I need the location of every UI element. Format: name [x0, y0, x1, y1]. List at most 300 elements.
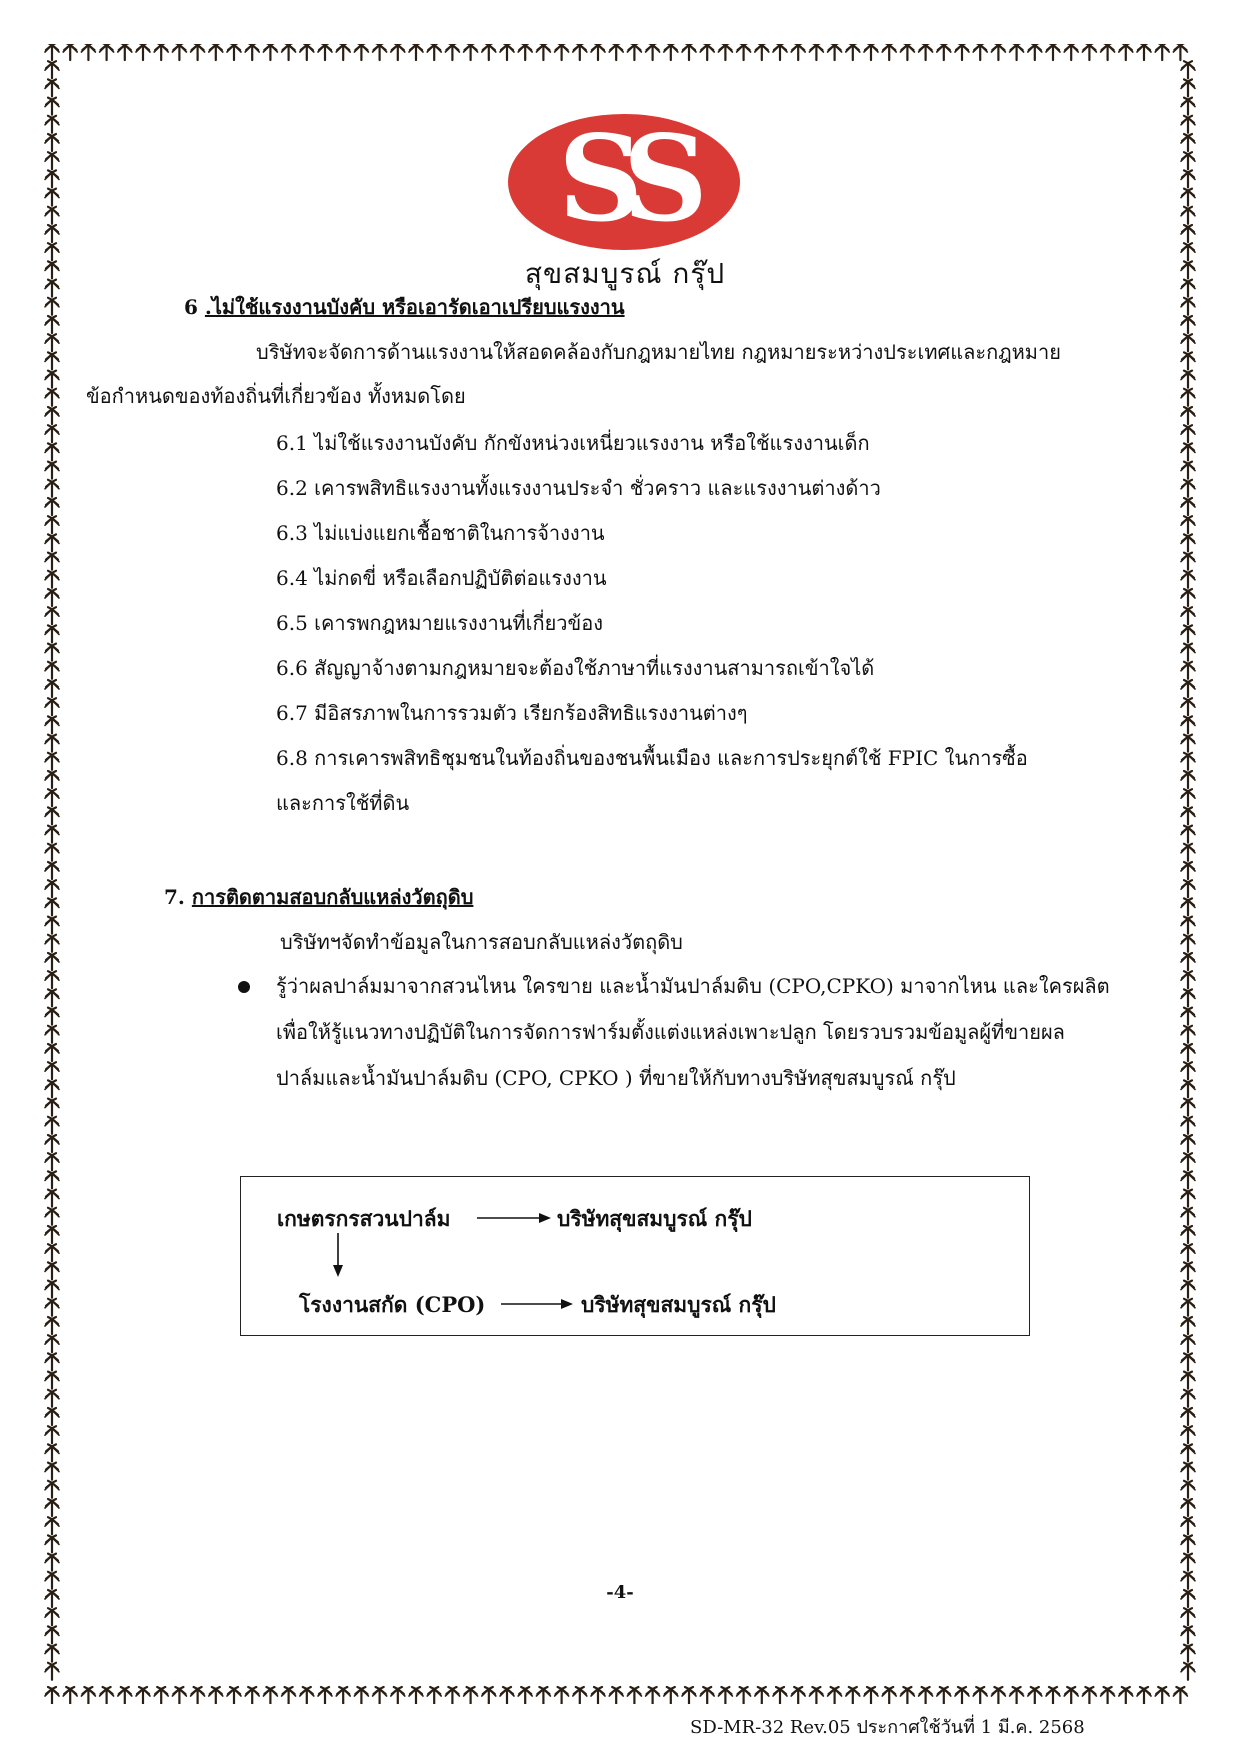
palm-tree-icon: [1181, 443, 1195, 460]
palm-tree-icon: [45, 1044, 59, 1061]
palm-tree-icon: [45, 516, 59, 533]
bullet-line2: เพื่อให้รู้แนวทางปฏิบัติในการจัดการฟาร์มตั้งแต่งแหล่งเพาะปลูก โดยรวบรวมข้อมูลผู้ที่ขายผล: [276, 1020, 1065, 1044]
palm-tree-icon: [555, 44, 569, 60]
palm-tree-icon: [864, 44, 878, 60]
palm-tree-icon: [1181, 753, 1195, 770]
palm-tree-icon: [45, 1535, 59, 1552]
palm-tree-icon: [773, 1687, 787, 1704]
palm-tree-icon: [1181, 1408, 1195, 1425]
palm-tree-icon: [445, 44, 459, 60]
palm-tree-icon: [500, 44, 514, 60]
palm-tree-icon: [318, 44, 332, 60]
palm-tree-icon: [45, 1080, 59, 1097]
palm-tree-icon: [1181, 953, 1195, 970]
palm-tree-icon: [1010, 44, 1024, 60]
palm-tree-icon: [828, 44, 842, 60]
palm-tree-icon: [45, 1244, 59, 1261]
palm-tree-icon: [45, 1153, 59, 1170]
palm-tree-icon: [591, 44, 605, 60]
palm-tree-icon: [1181, 644, 1195, 661]
palm-tree-icon: [682, 44, 696, 60]
section6-number: 6: [184, 295, 198, 319]
list-item-6-4: 6.4 ไม่กดขี่ หรือเลือกปฏิบัติต่อแรงงาน: [276, 566, 607, 590]
palm-tree-icon: [45, 880, 59, 897]
palm-tree-icon: [737, 44, 751, 60]
palm-tree-icon: [1181, 1335, 1195, 1352]
brand-name: สุขสมบูรณ์ กรุ๊ป: [524, 257, 726, 290]
palm-tree-icon: [318, 1687, 332, 1704]
palm-tree-icon: [1181, 880, 1195, 897]
palm-tree-icon: [45, 1626, 59, 1643]
palm-tree-icon: [118, 44, 132, 60]
palm-tree-icon: [45, 644, 59, 661]
palm-tree-icon: [1181, 680, 1195, 697]
palm-tree-icon: [573, 44, 587, 60]
palm-tree-icon: [45, 553, 59, 570]
palm-tree-icon: [45, 1190, 59, 1207]
palm-tree-icon: [1181, 1444, 1195, 1461]
palm-tree-icon: [973, 44, 987, 60]
palm-tree-icon: [45, 280, 59, 297]
palm-tree-icon: [1181, 425, 1195, 442]
palm-tree-icon: [1181, 1062, 1195, 1079]
flow-mill-label: โรงงานสกัด (CPO): [299, 1292, 486, 1317]
palm-tree-icon: [1181, 1463, 1195, 1480]
palm-tree-icon: [1181, 1080, 1195, 1097]
palm-tree-icon: [1082, 1687, 1096, 1704]
palm-tree-icon: [1181, 116, 1195, 133]
palm-tree-icon: [191, 44, 205, 60]
palm-tree-icon: [45, 680, 59, 697]
palm-tree-icon: [227, 1687, 241, 1704]
palm-tree-icon: [45, 1262, 59, 1279]
flow-company-label-2: บริษัทสุขสมบูรณ์ กรุ๊ป: [581, 1292, 776, 1317]
arrow-down-icon: [333, 1233, 343, 1277]
palm-tree-icon: [45, 152, 59, 169]
palm-tree-icon: [1028, 44, 1042, 60]
palm-tree-icon: [45, 1299, 59, 1316]
palm-tree-icon: [627, 1687, 641, 1704]
palm-tree-icon: [1181, 243, 1195, 260]
palm-tree-icon: [45, 116, 59, 133]
palm-tree-icon: [1181, 935, 1195, 952]
section7-title: การติดตามสอบกลับแหล่งวัตถุดิบ: [191, 885, 474, 909]
palm-tree-icon: [354, 1687, 368, 1704]
palm-tree-icon: [391, 1687, 405, 1704]
palm-tree-icon: [1155, 44, 1169, 60]
palm-tree-icon: [45, 789, 59, 806]
palm-tree-icon: [1181, 589, 1195, 606]
palm-tree-icon: [1046, 44, 1060, 60]
palm-tree-icon: [45, 443, 59, 460]
palm-tree-icon: [1181, 1099, 1195, 1116]
palm-tree-icon: [45, 1444, 59, 1461]
palm-tree-icon: [1181, 1171, 1195, 1188]
palm-tree-icon: [718, 44, 732, 60]
palm-tree-icon: [1046, 1687, 1060, 1704]
palm-tree-icon: [300, 1687, 314, 1704]
palm-tree-icon: [45, 953, 59, 970]
palm-tree-icon: [1173, 44, 1187, 60]
palm-tree-icon: [209, 44, 223, 60]
palm-tree-icon: [227, 44, 241, 60]
palm-tree-icon: [755, 1687, 769, 1704]
palm-tree-icon: [664, 1687, 678, 1704]
palm-tree-icon: [45, 735, 59, 752]
palm-tree-icon: [1101, 1687, 1115, 1704]
palm-tree-icon: [154, 1687, 168, 1704]
palm-tree-icon: [1181, 862, 1195, 879]
palm-tree-icon: [1181, 826, 1195, 843]
palm-tree-icon: [45, 1554, 59, 1571]
palm-tree-icon: [391, 44, 405, 60]
palm-tree-icon: [1155, 1687, 1169, 1704]
palm-tree-icon: [45, 371, 59, 388]
palm-tree-icon: [1181, 407, 1195, 424]
palm-tree-icon: [45, 498, 59, 515]
palm-tree-icon: [45, 334, 59, 351]
palm-tree-icon: [45, 625, 59, 642]
palm-tree-icon: [45, 935, 59, 952]
palm-tree-icon: [45, 1117, 59, 1134]
palm-tree-icon: [718, 1687, 732, 1704]
palm-tree-icon: [591, 1687, 605, 1704]
palm-tree-icon: [336, 44, 350, 60]
palm-tree-icon: [45, 407, 59, 424]
palm-tree-icon: [45, 844, 59, 861]
palm-tree-icon: [1181, 1517, 1195, 1534]
palm-tree-icon: [45, 807, 59, 824]
palm-tree-icon: [1181, 316, 1195, 333]
palm-tree-icon: [1181, 553, 1195, 570]
palm-tree-icon: [1181, 1026, 1195, 1043]
palm-tree-icon: [791, 1687, 805, 1704]
palm-tree-icon: [45, 98, 59, 115]
palm-tree-icon: [409, 44, 423, 60]
palm-tree-icon: [45, 425, 59, 442]
palm-tree-icon: [45, 989, 59, 1006]
palm-tree-icon: [45, 1590, 59, 1607]
palm-tree-icon: [864, 1687, 878, 1704]
palm-tree-icon: [245, 1687, 259, 1704]
section7-number: 7.: [164, 885, 185, 909]
palm-tree-icon: [427, 1687, 441, 1704]
palm-tree-icon: [1181, 1353, 1195, 1370]
palm-tree-icon: [45, 1608, 59, 1625]
palm-tree-icon: [1181, 1426, 1195, 1443]
palm-tree-icon: [45, 61, 59, 78]
palm-tree-icon: [1181, 1135, 1195, 1152]
palm-tree-icon: [45, 261, 59, 278]
palm-tree-icon: [1181, 334, 1195, 351]
palm-tree-icon: [1181, 225, 1195, 242]
palm-tree-icon: [1181, 1590, 1195, 1607]
palm-tree-icon: [45, 1026, 59, 1043]
palm-tree-icon: [809, 44, 823, 60]
palm-tree-icon: [1181, 1372, 1195, 1389]
palm-tree-icon: [664, 44, 678, 60]
palm-tree-icon: [45, 1353, 59, 1370]
palm-tree-icon: [900, 1687, 914, 1704]
palm-tree-icon: [1181, 971, 1195, 988]
palm-tree-icon: [682, 1687, 696, 1704]
palm-tree-icon: [1181, 1008, 1195, 1025]
palm-tree-icon: [336, 1687, 350, 1704]
palm-tree-icon: [846, 1687, 860, 1704]
palm-tree-icon: [1181, 807, 1195, 824]
palm-tree-icon: [354, 44, 368, 60]
palm-tree-icon: [1181, 716, 1195, 733]
flow-farmer-label: เกษตรกรสวนปาล์ม: [277, 1206, 451, 1231]
palm-tree-icon: [1181, 1117, 1195, 1134]
bullet-line3: ปาล์มและน้ำมันปาล์มดิบ (CPO, CPKO ) ที่ขายให้กับทางบริษัทสุขสมบูรณ์ กรุ๊ป: [276, 1066, 956, 1090]
palm-tree-icon: [1181, 261, 1195, 278]
palm-tree-icon: [373, 44, 387, 60]
palm-tree-icon: [63, 1687, 77, 1704]
palm-tree-icon: [100, 1687, 114, 1704]
palm-tree-icon: [1082, 44, 1096, 60]
palm-tree-icon: [63, 44, 77, 60]
palm-tree-icon: [191, 1687, 205, 1704]
palm-tree-icon: [45, 571, 59, 588]
list-item-6-3: 6.3 ไม่แบ่งแยกเชื้อชาติในการจ้างงาน: [276, 521, 605, 545]
palm-tree-icon: [45, 1335, 59, 1352]
list-item-6-8: 6.8 การเคารพสิทธิชุมชนในท้องถิ่นของชนพื้นเมือง และการประยุกต์ใช้ FPIC ในการซื้อ: [276, 746, 1028, 770]
palm-tree-icon: [991, 44, 1005, 60]
palm-tree-icon: [373, 1687, 387, 1704]
palm-tree-icon: [518, 1687, 532, 1704]
palm-tree-icon: [45, 44, 59, 60]
palm-tree-icon: [1181, 298, 1195, 315]
palm-tree-icon: [172, 44, 186, 60]
palm-tree-icon: [45, 1687, 59, 1704]
palm-tree-icon: [45, 1062, 59, 1079]
palm-tree-icon: [45, 134, 59, 151]
palm-tree-icon: [1181, 1663, 1195, 1680]
palm-tree-icon: [45, 917, 59, 934]
palm-tree-icon: [1137, 44, 1151, 60]
document-footer: SD-MR-32 Rev.05 ประกาศใช้วันที่ 1 มี.ค. 2568: [690, 1717, 1085, 1738]
list-item-6-7: 6.7 มีอิสรภาพในการรวมตัว เรียกร้องสิทธิแรงงานต่างๆ: [276, 701, 748, 725]
palm-tree-icon: [627, 44, 641, 60]
palm-tree-icon: [536, 44, 550, 60]
palm-tree-icon: [1181, 662, 1195, 679]
palm-tree-icon: [45, 862, 59, 879]
palm-tree-icon: [300, 44, 314, 60]
palm-tree-icon: [1173, 1687, 1187, 1704]
palm-tree-icon: [955, 44, 969, 60]
palm-tree-icon: [1181, 170, 1195, 187]
palm-tree-icon: [45, 1317, 59, 1334]
section7-intro: บริษัทฯจัดทำข้อมูลในการสอบกลับแหล่งวัตถุดิบ: [280, 930, 683, 954]
palm-tree-icon: [1010, 1687, 1024, 1704]
palm-tree-icon: [1064, 1687, 1078, 1704]
palm-tree-icon: [45, 1572, 59, 1589]
list-item-6-2: 6.2 เคารพสิทธิแรงงานทั้งแรงงานประจำ ชั่วคราว และแรงงานต่างด้าว: [276, 476, 881, 500]
palm-tree-icon: [136, 1687, 150, 1704]
palm-tree-icon: [755, 44, 769, 60]
palm-tree-icon: [409, 1687, 423, 1704]
palm-tree-icon: [1181, 480, 1195, 497]
palm-tree-icon: [609, 1687, 623, 1704]
palm-tree-icon: [1181, 917, 1195, 934]
list-item-6-5: 6.5 เคารพกฎหมายแรงงานที่เกี่ยวข้อง: [276, 611, 603, 635]
palm-tree-icon: [45, 1481, 59, 1498]
palm-tree-icon: [263, 44, 277, 60]
palm-tree-icon: [791, 44, 805, 60]
palm-tree-icon: [1181, 1499, 1195, 1516]
section6-heading: [184, 291, 625, 323]
palm-tree-icon: [518, 44, 532, 60]
palm-tree-icon: [464, 44, 478, 60]
palm-tree-icon: [555, 1687, 569, 1704]
palm-tree-icon: [1119, 1687, 1133, 1704]
palm-tree-icon: [45, 225, 59, 242]
palm-tree-icon: [45, 1226, 59, 1243]
palm-tree-icon: [45, 589, 59, 606]
palm-tree-icon: [646, 1687, 660, 1704]
palm-tree-icon: [1028, 1687, 1042, 1704]
palm-tree-icon: [1181, 1244, 1195, 1261]
palm-tree-icon: [45, 1008, 59, 1025]
flow-company-label-1: บริษัทสุขสมบูรณ์ กรุ๊ป: [557, 1206, 752, 1231]
palm-tree-icon: [45, 1645, 59, 1662]
palm-tree-icon: [1181, 1572, 1195, 1589]
palm-tree-icon: [45, 243, 59, 260]
palm-tree-icon: [100, 44, 114, 60]
palm-tree-icon: [1181, 898, 1195, 915]
bullet-line1: รู้ว่าผลปาล์มมาจากสวนไหน ใครขาย และน้ำมันปาล์มดิบ (CPO,CPKO) มาจากไหน และใครผลิต: [276, 974, 1110, 998]
palm-tree-icon: [1181, 1208, 1195, 1225]
palm-tree-icon: [45, 1281, 59, 1298]
section6-title: .ไม่ใช้แรงงานบังคับ หรือเอารัดเอาเปรียบแรงงาน: [204, 295, 625, 319]
palm-tree-icon: [919, 44, 933, 60]
palm-tree-icon: [45, 1171, 59, 1188]
palm-tree-icon: [1181, 789, 1195, 806]
page-number: -4-: [606, 1582, 634, 1603]
palm-tree-icon: [937, 44, 951, 60]
palm-tree-icon: [1064, 44, 1078, 60]
bullet-dot: [238, 981, 250, 993]
palm-tree-icon: [81, 44, 95, 60]
palm-tree-icon: [646, 44, 660, 60]
palm-tree-icon: [45, 1099, 59, 1116]
palm-tree-icon: [573, 1687, 587, 1704]
palm-tree-icon: [1181, 1299, 1195, 1316]
palm-tree-icon: [536, 1687, 550, 1704]
palm-tree-icon: [773, 44, 787, 60]
palm-tree-icon: [1181, 1317, 1195, 1334]
palm-tree-icon: [1181, 79, 1195, 96]
palm-tree-icon: [245, 44, 259, 60]
palm-tree-icon: [1181, 207, 1195, 224]
palm-tree-icon: [1181, 498, 1195, 515]
section7-heading: [164, 881, 473, 913]
palm-tree-icon: [1181, 1535, 1195, 1552]
palm-tree-icon: [882, 44, 896, 60]
palm-tree-icon: [1181, 61, 1195, 78]
palm-tree-icon: [154, 44, 168, 60]
palm-tree-icon: [919, 1687, 933, 1704]
palm-tree-icon: [1181, 1608, 1195, 1625]
palm-tree-icon: [45, 1517, 59, 1534]
palm-tree-icon: [1181, 625, 1195, 642]
palm-tree-icon: [1181, 1153, 1195, 1170]
traceability-flow-box: [240, 1176, 1030, 1336]
palm-tree-icon: [45, 534, 59, 551]
palm-tree-icon: [45, 1390, 59, 1407]
palm-tree-icon: [45, 1208, 59, 1225]
palm-tree-icon: [1181, 1262, 1195, 1279]
palm-tree-icon: [609, 44, 623, 60]
palm-tree-icon: [136, 44, 150, 60]
palm-tree-icon: [263, 1687, 277, 1704]
palm-tree-icon: [500, 1687, 514, 1704]
palm-tree-icon: [1181, 989, 1195, 1006]
palm-tree-icon: [482, 44, 496, 60]
palm-tree-icon: [45, 698, 59, 715]
palm-tree-icon: [464, 1687, 478, 1704]
palm-tree-icon: [1181, 189, 1195, 206]
palm-tree-icon: [955, 1687, 969, 1704]
palm-tree-icon: [1181, 1554, 1195, 1571]
palm-tree-icon: [45, 607, 59, 624]
palm-tree-icon: [1181, 516, 1195, 533]
palm-tree-icon: [809, 1687, 823, 1704]
palm-tree-icon: [45, 316, 59, 333]
palm-tree-icon: [1181, 1626, 1195, 1643]
palm-tree-icon: [1181, 152, 1195, 169]
palm-tree-icon: [1181, 389, 1195, 406]
palm-tree-icon: [1137, 1687, 1151, 1704]
palm-tree-icon: [1181, 844, 1195, 861]
palm-tree-icon: [427, 44, 441, 60]
palm-tree-icon: [45, 298, 59, 315]
section6-intro-line2: ข้อกำหนดของท้องถิ่นที่เกี่ยวข้อง ทั้งหมดโดย: [86, 384, 466, 408]
palm-tree-icon: [45, 898, 59, 915]
palm-tree-icon: [45, 662, 59, 679]
palm-tree-icon: [1181, 771, 1195, 788]
palm-tree-icon: [118, 1687, 132, 1704]
palm-tree-icon: [737, 1687, 751, 1704]
palm-tree-icon: [1181, 571, 1195, 588]
palm-tree-icon: [1181, 1226, 1195, 1243]
palm-tree-icon: [45, 753, 59, 770]
palm-tree-icon: [1101, 44, 1115, 60]
palm-tree-icon: [45, 79, 59, 96]
palm-tree-icon: [81, 1687, 95, 1704]
palm-tree-icon: [882, 1687, 896, 1704]
palm-tree-icon: [1181, 1645, 1195, 1662]
palm-tree-icon: [445, 1687, 459, 1704]
palm-tree-icon: [482, 1687, 496, 1704]
arrow-right-icon: [477, 1213, 551, 1223]
palm-tree-icon: [45, 771, 59, 788]
palm-tree-icon: [45, 207, 59, 224]
section6-intro-line1: บริษัทจะจัดการด้านแรงงานให้สอดคล้องกับกฎหมายไทย กฎหมายระหว่างประเทศและกฎหมาย: [256, 340, 1061, 364]
palm-tree-icon: [937, 1687, 951, 1704]
palm-tree-icon: [45, 462, 59, 479]
palm-tree-icon: [1181, 735, 1195, 752]
palm-tree-icon: [991, 1687, 1005, 1704]
palm-tree-icon: [846, 44, 860, 60]
palm-tree-icon: [700, 44, 714, 60]
list-item-6-6: 6.6 สัญญาจ้างตามกฎหมายจะต้องใช้ภาษาที่แรงงานสามารถเข้าใจได้: [276, 656, 875, 680]
palm-tree-icon: [1181, 1044, 1195, 1061]
palm-tree-icon: [1181, 698, 1195, 715]
palm-tree-icon: [1181, 352, 1195, 369]
palm-tree-icon: [282, 44, 296, 60]
